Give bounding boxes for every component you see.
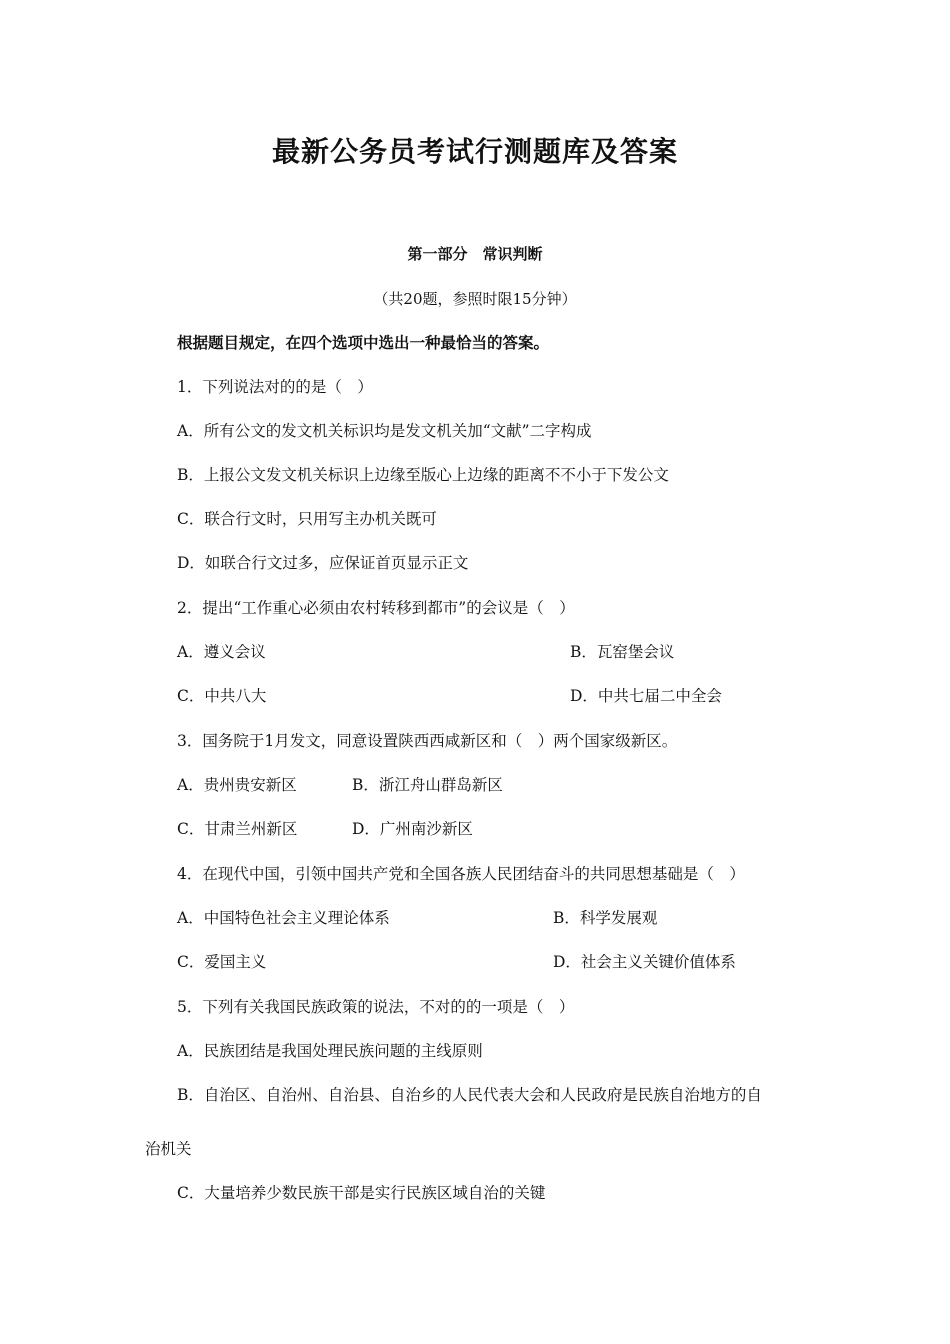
question-5-stem: 5．下列有关我国民族政策的说法，不对的的一项是（ ） [177, 998, 575, 1016]
section-heading: 第一部分 常识判断 [407, 245, 543, 263]
question-4-stem: 4．在现代中国，引领中国共产党和全国各族人民团结奋斗的共同思想基础是（ ） [177, 865, 745, 883]
question-5-option-c: C．大量培养少数民族干部是实行民族区域自治的关键 [177, 1184, 546, 1202]
question-2-option-a: A．遵义会议 [177, 643, 266, 661]
question-2-option-b: B．瓦窑堡会议 [570, 643, 675, 661]
question-4-option-a: A．中国特色社会主义理论体系 [177, 909, 390, 927]
question-1-option-b: B．上报公文发文机关标识上边缘至版心上边缘的距离不不小于下发公文 [177, 466, 669, 484]
document-title: 最新公务员考试行测题库及答案 [271, 135, 678, 168]
question-1-option-c: C．联合行文时，只用写主办机关既可 [177, 510, 437, 528]
question-5-option-b-continued: 治机关 [145, 1140, 192, 1158]
question-4-option-b: B．科学发展观 [553, 909, 658, 927]
question-1-stem: 1．下列说法对的的是（ ） [177, 378, 373, 396]
question-3-option-b: B．浙江舟山群岛新区 [352, 776, 503, 794]
question-4-option-c: C．爱国主义 [177, 953, 267, 971]
question-4-option-d: D．社会主义关键价值体系 [553, 953, 736, 971]
question-5-option-b: B．自治区、自治州、自治县、自治乡的人民代表大会和人民政府是民族自治地方的自 [177, 1086, 762, 1104]
question-3-option-d: D．广州南沙新区 [352, 820, 473, 838]
question-1-option-d: D．如联合行文过多，应保证首页显示正文 [177, 554, 469, 572]
instruction-text: 根据题目规定，在四个选项中选出一种最恰当的答案。 [177, 334, 550, 352]
question-2-option-d: D．中共七届二中全会 [570, 687, 722, 705]
question-5-option-a: A．民族团结是我国处理民族问题的主线原则 [177, 1042, 483, 1060]
question-2-stem: 2．提出“工作重心必须由农村转移到都市”的会议是（ ） [177, 599, 575, 617]
section-subtitle: （共20题，参照时限15分钟） [373, 290, 577, 308]
question-3-stem: 3．国务院于1月发文，同意设置陕西西咸新区和（ ）两个国家级新区。 [177, 732, 678, 750]
question-3-option-c: C．甘肃兰州新区 [177, 820, 298, 838]
question-3-option-a: A．贵州贵安新区 [177, 776, 297, 794]
question-1-option-a: A．所有公文的发文机关标识均是发文机关加“文献”二字构成 [177, 422, 592, 440]
question-2-option-c: C．中共八大 [177, 687, 267, 705]
